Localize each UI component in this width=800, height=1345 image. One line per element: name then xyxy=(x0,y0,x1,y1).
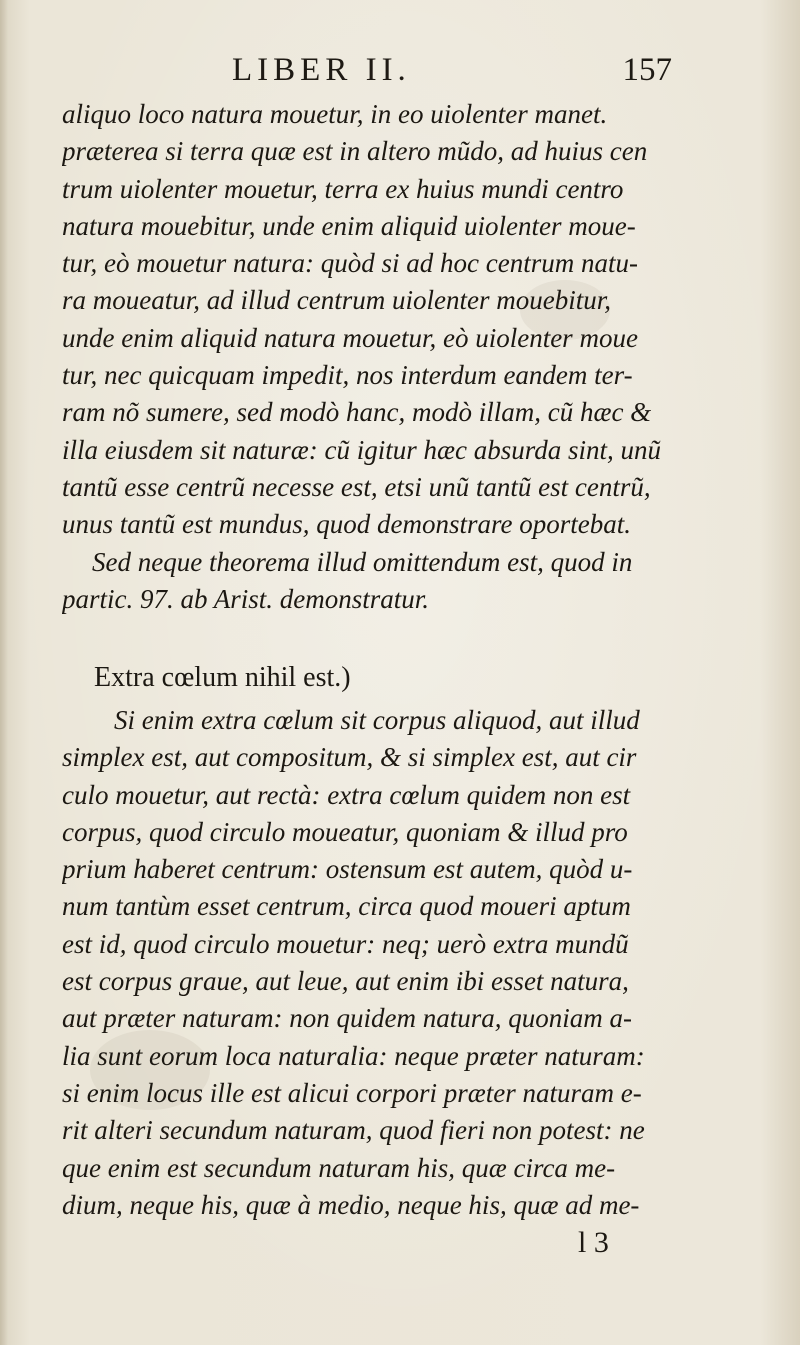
section-heading-block xyxy=(94,658,654,698)
text-line: aut præter naturam: non quidem natura, quoniam a- xyxy=(62,1003,632,1034)
section-heading: Extra cœlum nihil est.) xyxy=(94,662,351,693)
text-line: ram nõ sumere, sed modò hanc, modò illam, cũ hæc & xyxy=(62,397,652,428)
text-line: unus tantũ est mundus, quod demonstrare oportebat. xyxy=(62,509,631,540)
text-line: ra moueatur, ad illud centrum uiolenter mouebitur, xyxy=(62,285,611,316)
text-line: si enim locus ille est alicui corpori præter naturam e- xyxy=(62,1077,642,1108)
text-line: partic. 97. ab Arist. demonstratur. xyxy=(62,583,430,614)
page-gutter-shadow xyxy=(0,0,8,1345)
text-line: que enim est secundum naturam his, quæ circa me- xyxy=(62,1152,616,1183)
text-line: trum uiolenter mouetur, terra ex huius mundi centro xyxy=(62,173,624,204)
text-line: illa eiusdem sit naturæ: cũ igitur hæc absurda sint, unũ xyxy=(62,434,662,465)
text-line: Sed neque theorema illud omittendum est, quod in xyxy=(92,546,633,577)
text-line: præterea si terra quæ est in altero mũdo, ad huius cen xyxy=(62,136,648,167)
page-number: 157 xyxy=(622,52,672,88)
text-line: rit alteri secundum naturam, quod fieri non potest: ne xyxy=(62,1115,645,1146)
text-line: simplex est, aut compositum, & si simplex est, aut cir xyxy=(62,742,637,773)
text-line: est id, quod circulo mouetur: neq; uerò extra mundũ xyxy=(62,928,629,959)
page-header xyxy=(60,52,680,96)
text-line: tur, eò mouetur natura: quòd si ad hoc centrum natu- xyxy=(62,248,638,279)
text-line: est corpus graue, aut leue, aut enim ibi esset natura, xyxy=(62,966,629,997)
text-line: prium haberet centrum: ostensum est autem, quòd u- xyxy=(62,854,633,885)
running-title: LIBER II. xyxy=(232,52,411,88)
text-line: Si enim extra cœlum sit corpus aliquod, aut illud xyxy=(114,705,640,735)
text-line: lia sunt eorum loca naturalia: neque præter naturam: xyxy=(62,1040,645,1071)
text-line: unde enim aliquid natura mouetur, eò uiolenter moue xyxy=(62,322,638,353)
text-line: tantũ esse centrũ necesse est, etsi unũ tantũ est centrũ, xyxy=(62,471,651,502)
text-block-upper xyxy=(62,96,680,618)
text-line: dium, neque his, quæ à medio, neque his, quæ ad me- xyxy=(62,1189,640,1220)
text-line: aliquo loco natura mouetur, in eo uiolenter manet. xyxy=(62,99,608,129)
signature-mark: l 3 xyxy=(578,1226,609,1259)
text-line: corpus, quod circulo moueatur, quoniam & illud pro xyxy=(62,816,628,847)
text-line: culo mouetur, aut rectà: extra cœlum quidem non est xyxy=(62,779,631,810)
text-line: tur, nec quicquam impedit, nos interdum eandem ter- xyxy=(62,360,633,391)
text-line: num tantùm esset centrum, circa quod moueri aptum xyxy=(62,891,631,922)
text-block-lower xyxy=(62,702,680,1224)
text-line: natura mouebitur, unde enim aliquid uiolenter moue- xyxy=(62,210,636,241)
